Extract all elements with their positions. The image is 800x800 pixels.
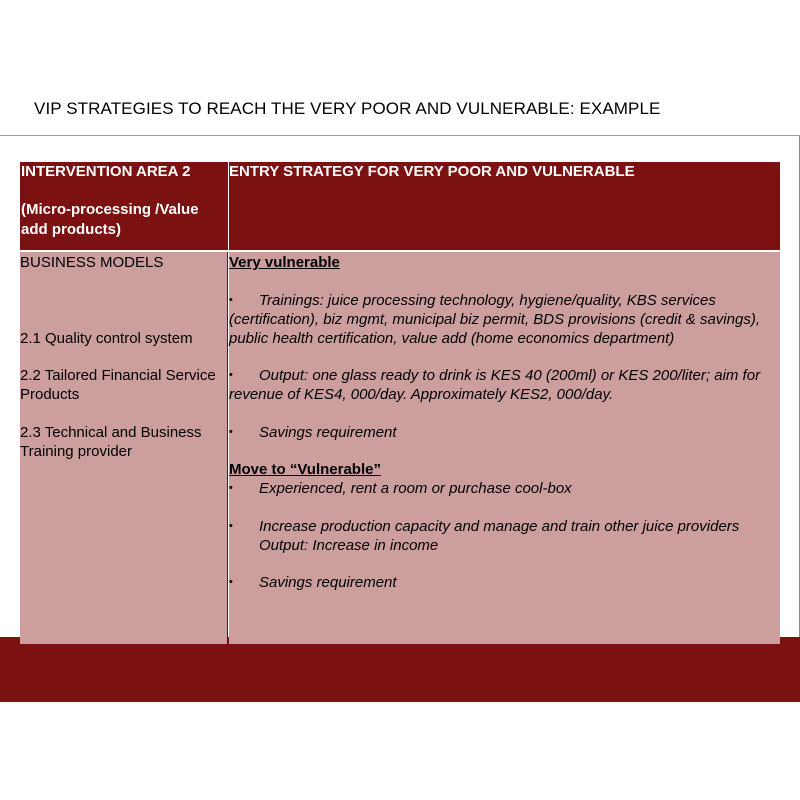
business-model-item: 2.2 Tailored Financial Service Products <box>20 367 216 403</box>
section-heading-move-to-vulnerable: Move to “Vulnerable” <box>229 461 381 478</box>
section-heading-very-vulnerable: Very vulnerable <box>229 254 340 271</box>
list-item <box>229 423 780 442</box>
business-models-cell <box>20 252 228 644</box>
list-item <box>229 291 780 348</box>
list-item-text: Output: one glass ready to drink is KES 40 (200ml) or KES 200/liter; aim for revenue of KES4, 000/day. Approximately KES2, 000/day. <box>229 367 761 403</box>
list-item-text: Experienced, rent a room or purchase cool-box <box>259 480 572 497</box>
list-item-text: Savings requirement <box>259 574 397 591</box>
footer-band <box>0 637 800 702</box>
list-item <box>229 573 780 592</box>
strategy-table <box>20 162 780 644</box>
bullet-icon: • <box>229 369 233 381</box>
list-item-text: Trainings: juice processing technology, hygiene/quality, KBS services (certification), biz mgmt, municipal biz permit, BDS provisions (credit & savings), public health certification, value add (home economics department) <box>229 292 760 347</box>
bullet-icon: • <box>229 482 233 494</box>
list-item <box>229 479 780 498</box>
business-model-item: 2.1 Quality control system <box>20 330 193 347</box>
bullet-icon: • <box>229 426 233 438</box>
header-cell-entry-strategy <box>229 162 780 250</box>
business-models-heading: BUSINESS MODELS <box>20 254 164 271</box>
list-item <box>229 366 780 404</box>
entry-strategy-label: ENTRY STRATEGY FOR VERY POOR AND VULNERABLE <box>229 163 635 180</box>
bullet-icon: • <box>229 576 233 588</box>
column-divider <box>227 252 228 644</box>
list-item <box>229 517 780 555</box>
list-item-text: Savings requirement <box>259 424 397 441</box>
bullet-icon: • <box>229 520 233 532</box>
bullet-icon: • <box>229 294 233 306</box>
header-cell-intervention <box>20 162 228 250</box>
list-item-text: Increase production capacity and manage and train other juice providers Output: Increase in income <box>259 518 740 554</box>
intervention-area-subtitle: (Micro-processing /Value add products) <box>21 201 199 238</box>
entry-strategy-cell <box>229 252 780 644</box>
slide-title: VIP STRATEGIES TO REACH THE VERY POOR AND VULNERABLE: EXAMPLE <box>34 99 661 118</box>
business-model-item: 2.3 Technical and Business Training provider <box>20 424 202 460</box>
intervention-area-label: INTERVENTION AREA 2 <box>21 163 191 180</box>
